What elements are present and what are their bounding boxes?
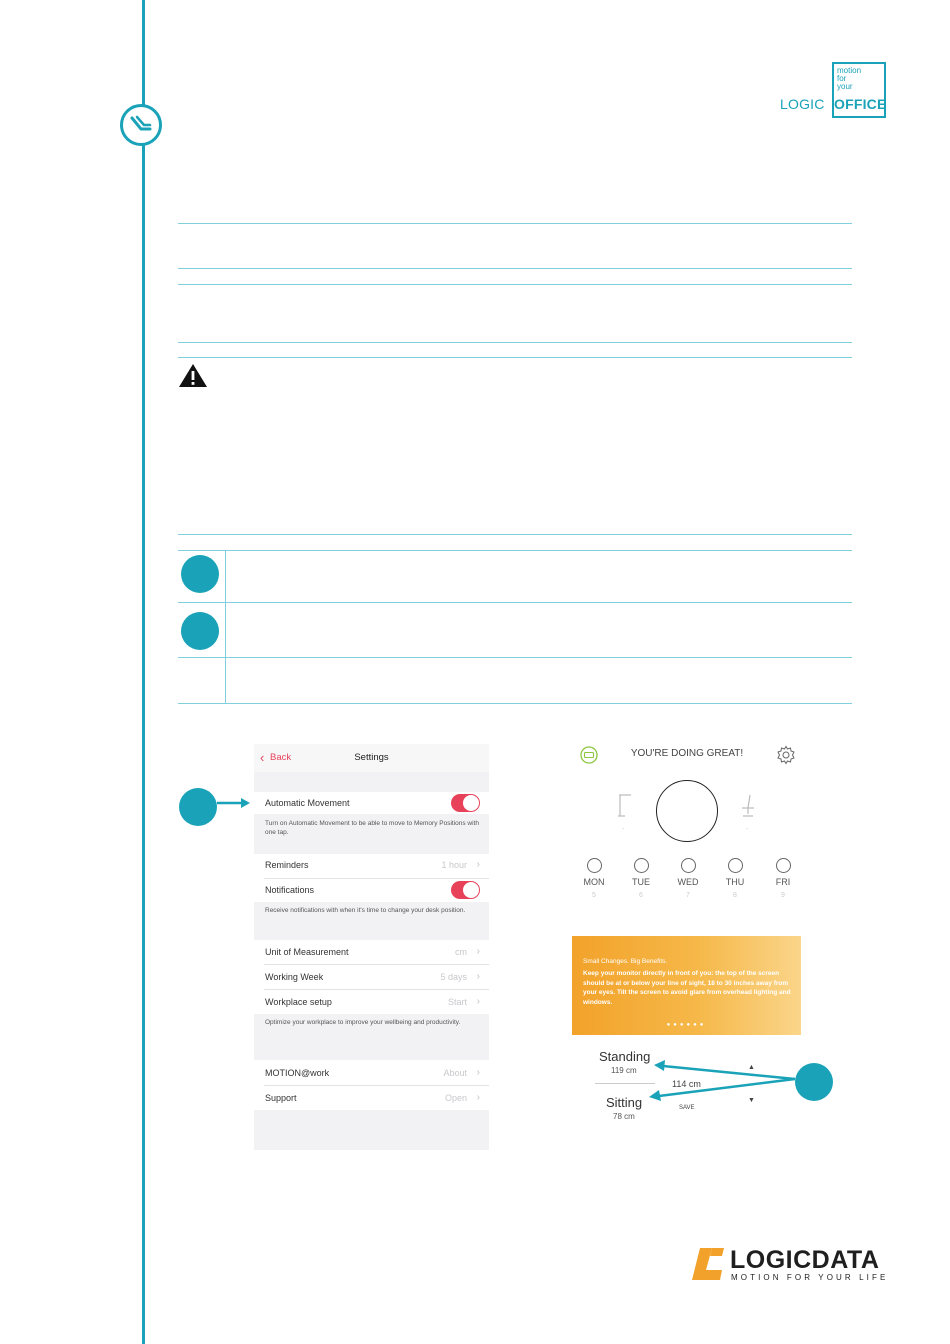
rule-line xyxy=(178,284,852,285)
rule-line xyxy=(178,534,852,535)
desk-connection-icon[interactable] xyxy=(580,746,598,764)
sitting-value: 78 cm xyxy=(613,1112,635,1121)
day-fri-num: 9 xyxy=(781,892,785,899)
day-tue-num: 6 xyxy=(639,892,643,899)
automatic-movement-label: Automatic Movement xyxy=(265,798,350,808)
chevron-right-icon: › xyxy=(476,1067,480,1078)
table-column-divider xyxy=(225,550,226,703)
callout-arrows-icon xyxy=(645,1055,805,1105)
warning-icon xyxy=(178,363,208,388)
notifications-note: Receive notifications with when it's time to change your desk position. xyxy=(265,907,466,914)
reminders-label[interactable]: Reminders xyxy=(265,860,309,870)
automatic-movement-row[interactable] xyxy=(254,792,489,814)
chevron-right-icon: › xyxy=(476,996,480,1007)
back-chevron-icon[interactable]: ‹ xyxy=(260,750,265,765)
logic-office-logo-small: motion for your xyxy=(837,66,862,91)
automatic-movement-note: Turn on Automatic Movement to be able to move to Memory Positions with one tap. xyxy=(265,820,479,836)
callout-1-marker xyxy=(179,788,217,826)
day-thu-circle xyxy=(728,858,743,873)
notifications-label: Notifications xyxy=(265,885,315,895)
rule-line xyxy=(178,602,852,603)
tip-body: Keep your monitor directly in front of you: the top of the screen should be at or below your line of sight, 18 to 30 inches away from your eyes. Tilt the screen to avoid glare from overhead lighting and windows. xyxy=(583,970,791,1006)
page-margin-bar xyxy=(142,0,145,1344)
unit-of-measurement-value[interactable]: cm xyxy=(455,947,467,957)
rule-line xyxy=(178,550,852,551)
logic-office-logo-logic: LOGIC xyxy=(780,96,825,112)
tip-title: Small Changes. Big Benefits. xyxy=(583,958,668,965)
rule-line xyxy=(178,223,852,224)
day-mon-num: 5 xyxy=(592,892,596,899)
day-mon-label: MON xyxy=(583,877,605,887)
motion-at-work-label[interactable]: MOTION@work xyxy=(265,1068,330,1078)
status-header: YOU'RE DOING GREAT! xyxy=(630,748,744,759)
callout-arrow-icon xyxy=(215,795,251,811)
height-down-icon[interactable]: ▼ xyxy=(748,1097,755,1104)
standing-desk-icon xyxy=(616,792,634,820)
sitting-time-marker: - xyxy=(746,826,749,833)
standing-time-marker: - xyxy=(622,826,625,833)
rule-line xyxy=(178,703,852,704)
working-week-value[interactable]: 5 days xyxy=(440,972,467,982)
day-tue-label: TUE xyxy=(632,877,650,887)
save-button[interactable]: SAVE xyxy=(679,1105,695,1111)
workplace-setup-note: Optimize your workplace to improve your wellbeing and productivity. xyxy=(265,1019,461,1026)
gear-icon[interactable] xyxy=(776,745,796,765)
row-separator xyxy=(264,878,489,879)
settings-navbar xyxy=(254,744,489,772)
tip-pagination[interactable]: ●●●●●● xyxy=(666,1022,707,1028)
support-value[interactable]: Open xyxy=(444,1093,467,1103)
logicdata-tagline: MOTION FOR YOUR LIFE xyxy=(731,1273,889,1282)
step-2-marker xyxy=(181,612,219,650)
row-separator xyxy=(264,989,489,990)
day-fri-circle xyxy=(776,858,791,873)
notifications-toggle[interactable] xyxy=(451,881,480,899)
standing-label[interactable]: Standing xyxy=(599,1049,651,1064)
step-1-marker xyxy=(181,555,219,593)
workplace-setup-label[interactable]: Workplace setup xyxy=(265,997,332,1007)
support-label[interactable]: Support xyxy=(265,1093,297,1103)
day-wed-num: 7 xyxy=(686,892,690,899)
day-thu-label: THU xyxy=(725,877,745,887)
workplace-setup-value[interactable]: Start xyxy=(447,997,467,1007)
day-tue-circle xyxy=(634,858,649,873)
tip-card[interactable] xyxy=(572,936,801,1035)
logicdata-logo-icon xyxy=(692,1248,724,1280)
motion-at-work-value[interactable]: About xyxy=(443,1068,467,1078)
chevron-right-icon: › xyxy=(476,1092,480,1103)
day-wed-circle xyxy=(681,858,696,873)
standing-value: 119 cm xyxy=(611,1066,637,1075)
rule-line xyxy=(178,657,852,658)
sitting-chair-icon xyxy=(738,792,758,820)
chapter-icon xyxy=(120,104,162,146)
chevron-right-icon: › xyxy=(476,859,480,870)
day-fri-label: FRI xyxy=(775,877,791,887)
current-height: 114 cm xyxy=(672,1079,701,1089)
settings-title: Settings xyxy=(354,752,389,763)
day-wed-label: WED xyxy=(677,877,699,887)
callout-2-marker xyxy=(795,1063,833,1101)
logic-office-logo-office: OFFICE xyxy=(834,96,887,112)
row-separator xyxy=(264,1085,489,1086)
rule-line xyxy=(178,342,852,343)
activity-ring xyxy=(656,780,718,842)
day-thu-num: 8 xyxy=(733,892,737,899)
back-button[interactable]: Back xyxy=(270,752,292,763)
logicdata-wordmark: LOGICDATA xyxy=(730,1246,880,1274)
day-mon-circle xyxy=(587,858,602,873)
rule-line xyxy=(178,357,852,358)
reminders-value[interactable]: 1 hour xyxy=(441,860,467,870)
height-up-icon[interactable]: ▲ xyxy=(748,1064,755,1071)
chevron-right-icon: › xyxy=(476,971,480,982)
row-separator xyxy=(264,964,489,965)
chevron-right-icon: › xyxy=(476,946,480,957)
working-week-label[interactable]: Working Week xyxy=(265,972,324,982)
unit-of-measurement-label[interactable]: Unit of Measurement xyxy=(265,947,349,957)
sitting-label[interactable]: Sitting xyxy=(606,1095,643,1110)
rule-line xyxy=(178,268,852,269)
automatic-movement-toggle[interactable] xyxy=(451,794,480,812)
settings-screen xyxy=(254,744,489,1150)
